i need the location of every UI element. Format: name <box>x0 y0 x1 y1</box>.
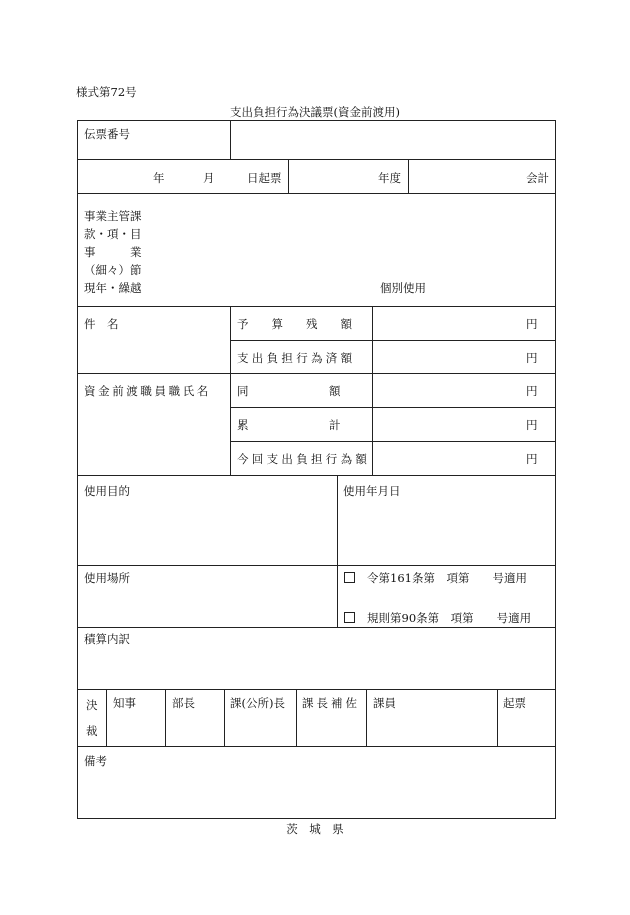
subject-label: 件 名 <box>84 317 119 331</box>
rule-checkbox-90[interactable] <box>344 610 531 626</box>
checkbox-icon[interactable] <box>344 612 355 623</box>
day-issued-label: 日起票 <box>247 171 282 185</box>
assistant-label: 課長補佐 <box>302 696 360 710</box>
yen-unit: 円 <box>526 351 538 365</box>
same-amount-label: 同 額 <box>237 384 341 398</box>
rule-161-label: 令第161条第 項第 号適用 <box>367 571 527 585</box>
budget-balance-label: 予 算 残 額 <box>237 317 352 331</box>
staff-label: 課員 <box>373 696 396 710</box>
this-time-label: 今回支出負担行為額 <box>237 452 371 466</box>
year-label: 年 <box>153 171 165 185</box>
prefecture-footer: 茨 城 県 <box>286 822 344 836</box>
drafter-label: 起票 <box>503 696 526 710</box>
approval-label-bottom: 裁 <box>86 724 98 738</box>
rule-90-label: 規則第90条第 項第 号適用 <box>367 611 532 625</box>
current-carryover-label: 現年・繰越 <box>84 281 142 295</box>
approval-label-top: 決 <box>86 698 98 712</box>
fiscal-year-label: 年度 <box>378 171 401 185</box>
use-date-label: 使用年月日 <box>343 484 401 498</box>
yen-unit: 円 <box>526 418 538 432</box>
committed-label: 支出負担行為済額 <box>237 351 356 365</box>
yen-unit: 円 <box>526 317 538 331</box>
form-number: 様式第72号 <box>76 85 137 99</box>
individual-use-label: 個別使用 <box>380 281 426 295</box>
section-label: （細々）節 <box>84 263 142 277</box>
remarks-label: 備考 <box>84 754 107 768</box>
project-label: 事 業 <box>84 245 142 259</box>
form-title: 支出負担行為決議票(資金前渡用) <box>230 105 400 119</box>
governor-label: 知事 <box>113 696 136 710</box>
purpose-label: 使用目的 <box>84 484 130 498</box>
category-label: 款・項・目 <box>84 227 142 241</box>
estimate-label: 積算内訳 <box>84 632 130 646</box>
prepay-staff-label: 資金前渡職員職氏名 <box>84 384 211 398</box>
month-label: 月 <box>203 171 215 185</box>
account-label: 会計 <box>526 171 549 185</box>
yen-unit: 円 <box>526 384 538 398</box>
dept-label: 事業主管課 <box>84 209 142 223</box>
place-label: 使用場所 <box>84 571 130 585</box>
form-frame <box>77 120 556 819</box>
voucher-number-label: 伝票番号 <box>84 127 130 141</box>
cumulative-label: 累 計 <box>237 418 341 432</box>
section-chief-label: 課(公所)長 <box>230 696 285 710</box>
rule-checkbox-161[interactable] <box>344 570 527 586</box>
yen-unit: 円 <box>526 452 538 466</box>
director-label: 部長 <box>172 696 195 710</box>
checkbox-icon[interactable] <box>344 572 355 583</box>
